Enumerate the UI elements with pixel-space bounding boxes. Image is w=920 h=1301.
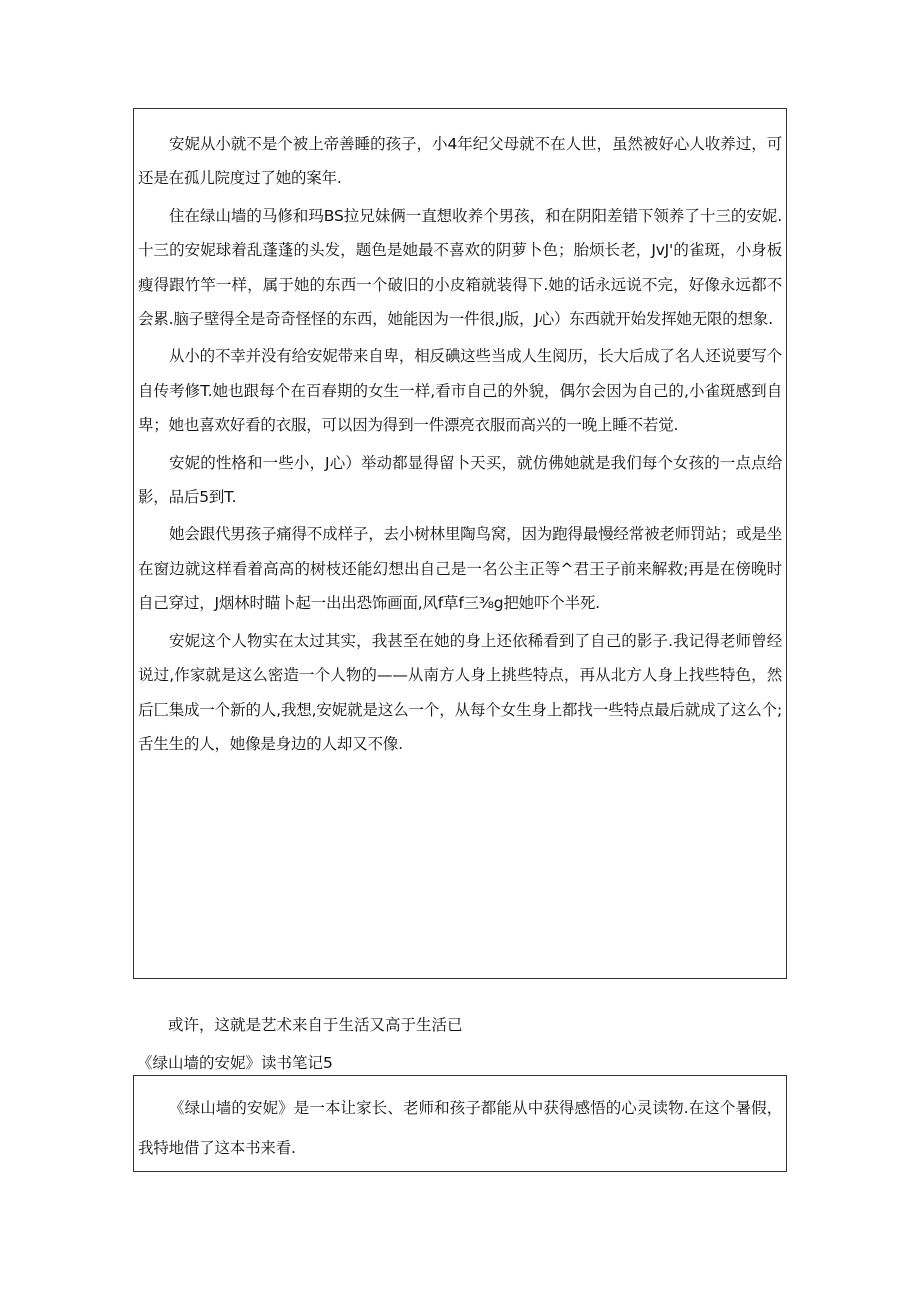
text-box-2 [133, 1075, 787, 1172]
closing-line: 或许，这就是艺术来自于生活又高于生活已 [168, 1016, 463, 1034]
paragraph-6: 安妮这个人物实在太过其实，我甚至在她的身上还依稀看到了自己的影子.我记得老师曾经说过,作家就是这么密造一个人物的——从南方人身上挑些特点，再从北方人身上找些特色，然后匚集成一个新的人,我想,安妮就是这么一个，从每个女生身上都找一些特点最后就成了这么个;舌生生的人，她像是身边的人却又不像. [138, 631, 782, 753]
paragraph-4: 安妮的性格和一些小，J心）举动都显得留卜天买，就仿佛她就是我们每个女孩的一点点给影，品后5到T. [138, 453, 782, 507]
paragraph-5: 她会跟代男孩子痛得不成样子，去小树林里陶鸟窝，因为跑得最慢经常被老师罚站；或是坐在窗边就这样看着高高的树枝还能幻想出自己是一名公主正等^君王子前来解救;再是在傍晚时自己穿过，J烟林时瞄卜起一出出恐饰画面,风f草f三⅜g把她吓个半死. [138, 525, 782, 613]
section-title: 《绿山墙的安妮》读书笔记5 [137, 1054, 333, 1072]
text-box-1 [133, 108, 787, 979]
paragraph-1: 安妮从小就不是个被上帝善睡的孩子，小4年纪父母就不在人世，虽然被好心人收养过，可还是在孤儿院度过了她的案年. [138, 135, 782, 188]
paragraph-3: 从小的不幸并没有给安妮带来自卑，相反碘这些当成人生阅历，长大后成了名人还说要写个自传考修T.她也跟每个在百春期的女生一样,看市自己的外貌，偶尔会因为自己的,小雀斑感到自卑；她也喜欢好看的衣服，可以因为得到一件漂亮衣服而高兴的一晚上睡不若觉. [138, 347, 782, 435]
paragraph-7: 《绿山墙的安妮》是一本让家长、老师和孩子都能从中获得感悟的心灵读物.在这个暑假，我特地借了这本书来看. [138, 1099, 782, 1157]
paragraph-2: 住在绿山墙的马修和玛BS拉兄妹俩一直想收养个男孩，和在阴阳差错下领养了十三的安妮.十三的安妮球着乱蓬蓬的头发，题色是她最不喜欢的阴萝卜色；胎烦长老，JvJ'的雀斑，小身板瘦得跟竹竿一样，属于她的东西一个破旧的小皮箱就装得下.她的话永远说不完，好像永远都不会累.脑子壁得全是奇奇怪怪的东西，她能因为一件很,J版，J心）东西就开始发挥她无限的想象. [138, 206, 782, 329]
